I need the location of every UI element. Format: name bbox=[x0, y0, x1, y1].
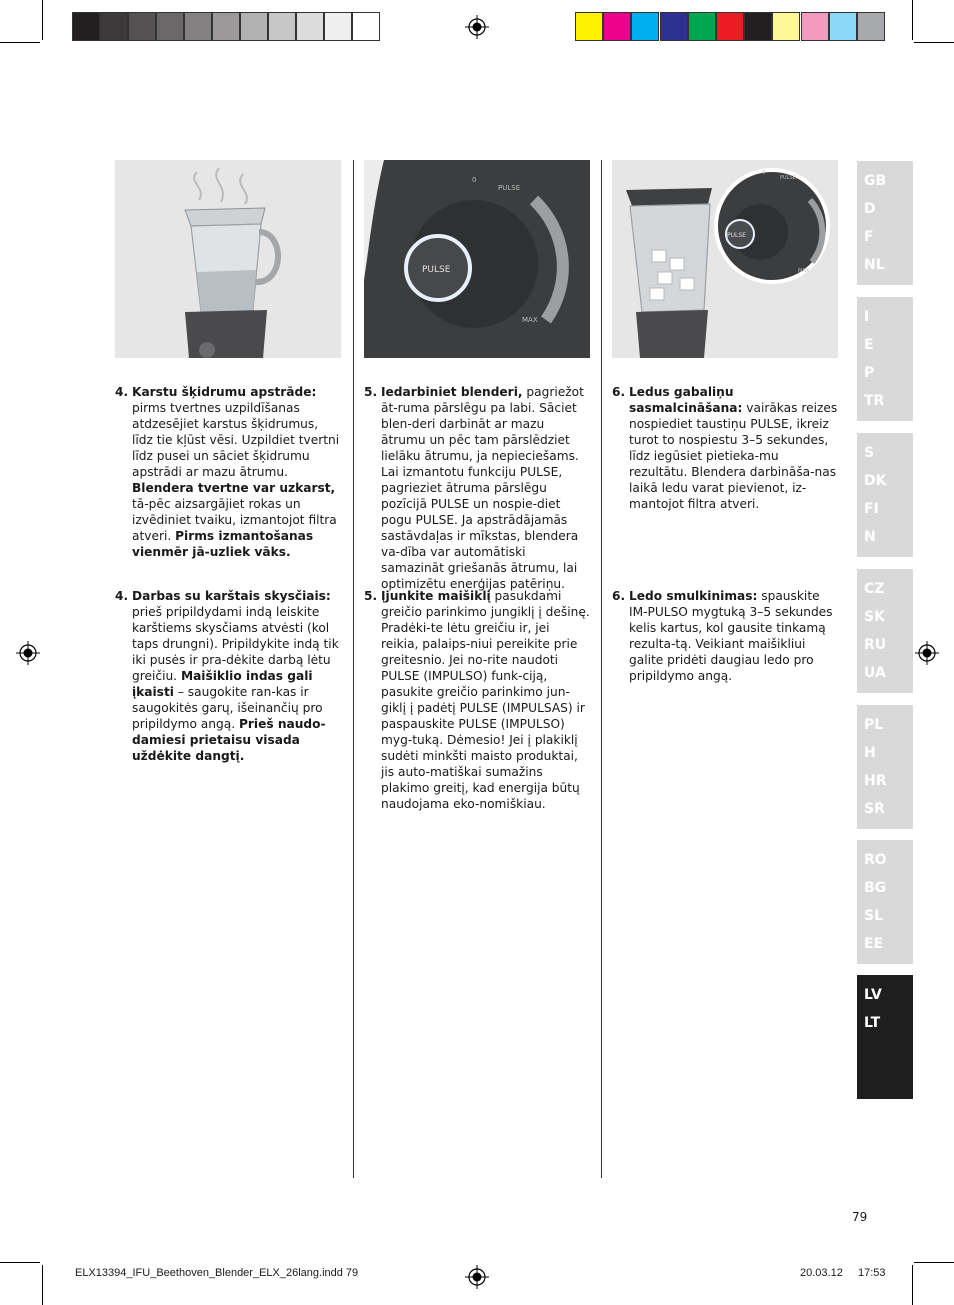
item-text: tā-pēc aizsargājiet rokas un izvēdiniet tvaiku, izmantojot filtra atveri. bbox=[132, 497, 337, 543]
column-2-lt bbox=[364, 588, 590, 812]
item-heading: Darbas su karštais skysčiais: bbox=[132, 589, 331, 603]
item-heading: Ledo smulkinimas: bbox=[629, 589, 758, 603]
knob-max-label: MAX bbox=[522, 316, 538, 324]
footer-date: 20.03.12 bbox=[800, 1267, 843, 1279]
item-warning: Maišiklio indas gali įkaisti bbox=[132, 669, 313, 699]
language-tab-ee[interactable]: EE bbox=[864, 936, 884, 952]
color-swatch bbox=[744, 12, 772, 41]
item-text: vairākas reizes nospiediet taustiņu PULSE, ikreiz turot to nospiestu 3–5 sekundes, līdz iegūsiet pietieka-mu rezultātu. Blendera darbināša-nas laikā ledu varat pievienot, iz-mantojot filtra atveri. bbox=[629, 401, 838, 511]
ice-crushing-illustration bbox=[612, 160, 838, 358]
color-swatch bbox=[857, 12, 885, 41]
item-warning: Blendera tvertne var uzkarst, bbox=[132, 481, 336, 495]
column-separator bbox=[601, 160, 602, 1178]
instruction-item bbox=[612, 588, 840, 684]
crop-mark bbox=[42, 0, 43, 40]
crop-mark bbox=[0, 42, 40, 43]
item-number: 4. bbox=[115, 385, 129, 399]
instruction-item bbox=[364, 588, 590, 812]
gray-swatch bbox=[184, 12, 212, 41]
item-text: pirms tvertnes uzpildīšanas atdzesējiet karstus šķidrumus, līdz tie kļūst vēsi. Uzpildiet tvertni līdz pusei un sāciet šķidrumu apstrādi ar mazu ātrumu. bbox=[132, 401, 340, 479]
gray-swatch bbox=[100, 12, 128, 41]
gray-swatch bbox=[268, 12, 296, 41]
gray-swatch bbox=[296, 12, 324, 41]
language-tab-group bbox=[857, 975, 913, 1099]
item-warning: Prieš naudo-damiesi prietaisu visada uždėkite dangtį. bbox=[132, 717, 326, 763]
language-tab-hr[interactable]: HR bbox=[864, 773, 887, 789]
knob-zero-label: 0 bbox=[472, 176, 477, 184]
item-warning: Pirms izmantošanas vienmēr jā-uzliek vāks. bbox=[132, 529, 314, 559]
language-tab-h[interactable]: H bbox=[864, 745, 876, 761]
item-number: 6. bbox=[612, 589, 626, 603]
item-text: spauskite IM-PULSO mygtuką 3–5 sekundes kelis kartus, kol gausite tinkamą rezulta-tą. Veikiant maišikliui galite pridėti daugiau ledo pro pripildymo angą. bbox=[629, 589, 833, 683]
language-tab-lv[interactable]: LV bbox=[864, 987, 882, 1003]
registration-mark-icon bbox=[16, 641, 40, 665]
color-swatch bbox=[716, 12, 744, 41]
inset-top-pulse-label: PULSE bbox=[780, 175, 796, 181]
column-1-lv bbox=[115, 384, 341, 560]
item-number: 5. bbox=[364, 589, 378, 603]
color-swatch bbox=[603, 12, 631, 41]
language-tab-ro[interactable]: RO bbox=[864, 852, 887, 868]
color-swatch bbox=[631, 12, 659, 41]
column-separator bbox=[353, 160, 354, 1178]
column-1-lt bbox=[115, 588, 341, 764]
registration-mark-icon bbox=[915, 641, 939, 665]
item-heading: Ledus gabaliņu sasmalcināšana: bbox=[629, 385, 743, 415]
item-heading: Karstu šķidrumu apstrāde: bbox=[132, 385, 317, 399]
language-tab-d[interactable]: D bbox=[864, 201, 876, 217]
language-tab-bg[interactable]: BG bbox=[864, 880, 887, 896]
hot-liquid-illustration bbox=[115, 160, 341, 358]
instruction-item bbox=[115, 588, 341, 764]
language-tab-ua[interactable]: UA bbox=[864, 665, 886, 681]
language-tab-fi[interactable]: FI bbox=[864, 501, 879, 517]
item-number: 4. bbox=[115, 589, 129, 603]
item-text: pagriežot āt-ruma pārslēgu pa labi. Sāciet blen-deri darbināt ar mazu ātrumu un pēc tam pārslēdziet lielāku ātrumu, ja nepieciešams. Lai izmantotu funkciju PULSE, pagrieziet ātruma pārslēgu pozīcijā PULSE un nospie-diet pogu PULSE. Ja apstrādājamās sastāvdaļas ir mīkstas, blendera va-dība var automātiski samazināt griešanās ātrumu, lai optimizētu enerģijas patēriņu. bbox=[381, 385, 584, 591]
instruction-item bbox=[115, 384, 341, 560]
language-tab-tr[interactable]: TR bbox=[864, 393, 885, 409]
gray-swatch bbox=[212, 12, 240, 41]
color-swatch bbox=[801, 12, 829, 41]
language-tab-nl[interactable]: NL bbox=[864, 257, 885, 273]
inset-pulse-label: PULSE bbox=[727, 232, 746, 239]
language-tab-p[interactable]: P bbox=[864, 365, 875, 381]
footer-time: 17:53 bbox=[858, 1267, 886, 1279]
crop-mark bbox=[912, 0, 913, 40]
language-tab-s[interactable]: S bbox=[864, 445, 875, 461]
item-number: 6. bbox=[612, 385, 626, 399]
language-tab-pl[interactable]: PL bbox=[864, 717, 884, 733]
inset-zero-label: 0 bbox=[762, 170, 766, 176]
color-swatch bbox=[772, 12, 800, 41]
language-tab-group bbox=[857, 161, 913, 285]
gray-swatch bbox=[324, 12, 352, 41]
gray-swatch bbox=[72, 12, 100, 41]
language-tab-gb[interactable]: GB bbox=[864, 173, 887, 189]
gray-swatch bbox=[128, 12, 156, 41]
knob-pulse-label: PULSE bbox=[422, 265, 451, 275]
crop-mark bbox=[0, 1262, 40, 1263]
language-tab-group bbox=[857, 840, 913, 964]
column-3-lv bbox=[612, 384, 840, 512]
crop-mark bbox=[42, 1265, 43, 1305]
registration-mark-icon bbox=[465, 1265, 489, 1289]
knob-top-pulse-label: PULSE bbox=[498, 184, 521, 192]
item-heading: Įjunkite maišiklį bbox=[381, 589, 491, 603]
crop-mark bbox=[914, 42, 954, 43]
language-tab-group bbox=[857, 297, 913, 421]
inset-max-label: MAX bbox=[798, 268, 810, 274]
crop-mark bbox=[912, 1265, 913, 1305]
color-swatch bbox=[575, 12, 603, 41]
language-tab-n[interactable]: N bbox=[864, 529, 876, 545]
language-tab-sl[interactable]: SL bbox=[864, 908, 884, 924]
language-tab-group bbox=[857, 569, 913, 693]
item-text: – saugokite ran-kas ir saugokitės garų, išeinančių pro pripildymo angą. bbox=[132, 685, 323, 731]
color-swatch bbox=[660, 12, 688, 41]
language-tab-e[interactable]: E bbox=[864, 337, 874, 353]
language-tab-lt[interactable]: LT bbox=[864, 1015, 881, 1031]
item-text: pasukdami greičio parinkimo jungiklį į dešinę. Pradėki-te lėtu greičiu ir, jei reikia, palaips-niui pereikite prie greitesnio. Jei no-rite naudoti PULSE (IMPULSO) funk-ciją, pasukite greičio parinkimo jun-giklį į padėtį PULSE (IMPULSAS) ir paspauskite PULSE (IMPULSO) myg-tuką. Dėmesio! Jei į plakiklį sudėti minkšti maisto produktai, jis auto-matiškai sumažins plakimo greitį, kad energija būtų naudojama eko-nomiškiau. bbox=[381, 589, 590, 811]
instruction-item bbox=[364, 384, 590, 592]
instruction-item bbox=[612, 384, 840, 512]
speed-knob-illustration bbox=[364, 160, 590, 358]
footer-file-info: ELX13394_IFU_Beethoven_Blender_ELX_26lang.indd 79 bbox=[75, 1267, 359, 1279]
page-number: 79 bbox=[852, 1210, 868, 1224]
color-swatch bbox=[688, 12, 716, 41]
language-tab-f[interactable]: F bbox=[864, 229, 874, 245]
gray-swatch bbox=[156, 12, 184, 41]
column-2-lv bbox=[364, 384, 590, 592]
gray-swatch bbox=[352, 12, 380, 41]
crop-mark bbox=[914, 1262, 954, 1263]
language-tab-group bbox=[857, 705, 913, 829]
column-3-lt bbox=[612, 588, 840, 684]
color-swatch bbox=[829, 12, 857, 41]
item-text: prieš pripildydami indą leiskite karštiems skysčiams atvėsti (kol taps drungni). Pripildykite indą tik iki pusės ir pra-dėkite darbą lėtu greičiu. bbox=[132, 605, 339, 683]
item-heading: Iedarbiniet blenderi, bbox=[381, 385, 523, 399]
language-tab-cz[interactable]: CZ bbox=[864, 581, 885, 597]
language-tab-group bbox=[857, 433, 913, 557]
registration-mark-icon bbox=[465, 15, 489, 39]
language-tab-ru[interactable]: RU bbox=[864, 637, 887, 653]
language-tab-dk[interactable]: DK bbox=[864, 473, 887, 489]
language-tab-sr[interactable]: SR bbox=[864, 801, 885, 817]
language-tab-sk[interactable]: SK bbox=[864, 609, 885, 625]
gray-swatch bbox=[240, 12, 268, 41]
language-tab-i[interactable]: I bbox=[864, 309, 870, 325]
item-number: 5. bbox=[364, 385, 378, 399]
